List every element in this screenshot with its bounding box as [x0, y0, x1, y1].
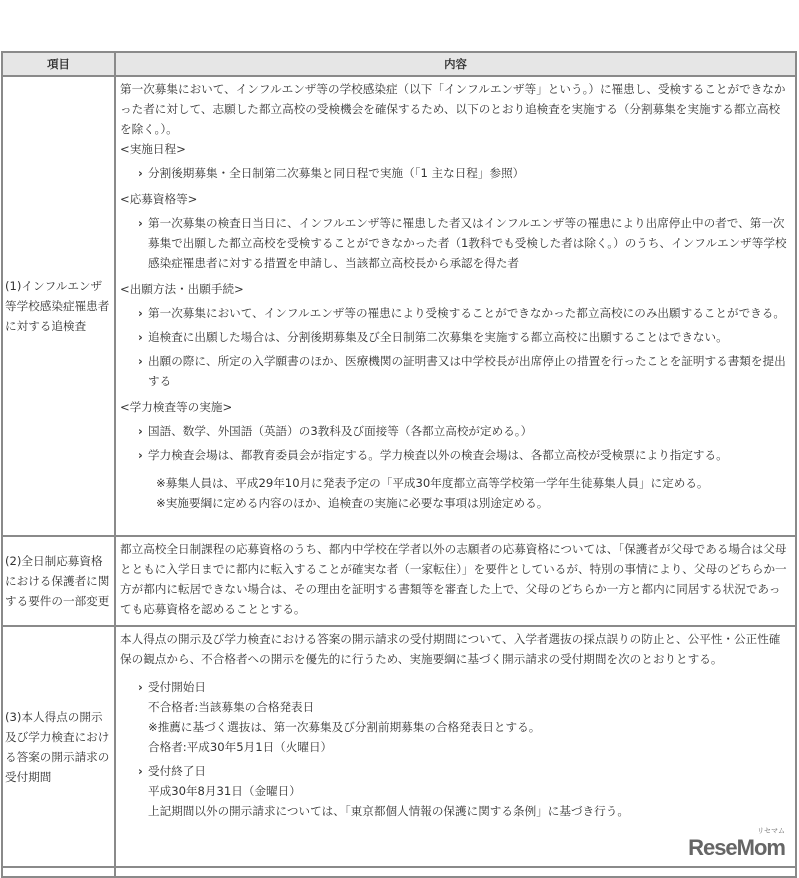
row-content	[115, 536, 796, 626]
intro-text: 第一次募集において、インフルエンザ等の学校感染症（以下「インフルエンザ等」という。）に罹患し、受検することができなかった者に対して、志願した都立高校の受検機会を確保するため、以下のとおり追検査を実施する（分割募集を実施する都立高校を除く。）。	[120, 82, 786, 136]
note-text: ※実施要綱に定める内容のほか、追検査の実施に必要な事項は別途定める。	[156, 496, 549, 510]
notes	[156, 473, 791, 513]
list-item	[148, 761, 791, 821]
bullet-list	[120, 421, 791, 465]
list-item: › 第一次募集において、インフルエンザ等の罹患により受検することができなかった都立高校にのみ出願することができる。	[148, 303, 791, 323]
bullet-list	[120, 213, 791, 273]
intro-text: 本人得点の開示及び学力検査における答案の開示請求の受付期間について、入学者選抜の採点誤りの防止と、公平性・公正性確保の観点から、不合格者への開示を優先的に行うため、実施要綱に基づく開示請求の受付期間を次のとおりとする。	[120, 632, 781, 666]
item-line: ※推薦に基づく選抜は、第一次募集及び分割前期募集の合格発表日とする。	[148, 720, 541, 734]
row-content-empty	[115, 867, 796, 877]
bullet-list	[120, 677, 791, 821]
item-title: › 受付開始日	[148, 680, 206, 694]
header-content: 内容	[115, 52, 796, 76]
item-line: 上記期間以外の開示請求については、「東京都個人情報の保護に関する条例」に基づき行う。	[148, 804, 629, 818]
resemom-watermark-logo	[120, 827, 785, 860]
bullet-list	[120, 303, 791, 391]
watermark-text: ReseMom	[688, 835, 785, 860]
row-label: (2)全日制応募資格における保護者に関する要件の一部変更	[2, 536, 115, 626]
list-item	[148, 677, 791, 757]
section-heading: <実施日程>	[120, 142, 186, 156]
section-heading: <出願方法・出願手続>	[120, 282, 244, 296]
table-row	[2, 536, 796, 626]
watermark-small: リセマム	[757, 828, 785, 835]
header-item: 項目	[2, 52, 115, 76]
item-line: 不合格者:当該募集の合格発表日	[148, 700, 315, 714]
item-title: › 受付終了日	[148, 764, 206, 778]
list-item: › 追検査に出願した場合は、分割後期募集及び全日制第二次募集を実施する都立高校に出願することはできない。	[148, 327, 791, 347]
intro-text: 都立高校全日制課程の応募資格のうち、都内中学校在学者以外の志願者の応募資格については、「保護者が父母である場合は父母とともに入学日までに都内に転入することが確実な者（一家転住）」を要件としているが、特別の事情により、父母のどちらか一方が都内に転居できない場合は、その理由を証明する書類等を審査した上で、父母のどちらか一方と都内に同居する状況であっても応募資格を認めることとする。	[120, 542, 787, 616]
row-content	[115, 626, 796, 867]
row-content	[115, 76, 796, 536]
exam-changes-table	[1, 51, 797, 878]
table-row-partial	[2, 867, 796, 877]
row-label: (3)本人得点の開示及び学力検査における答案の開示請求の受付期間	[2, 626, 115, 867]
table-row	[2, 76, 796, 536]
table-row	[2, 626, 796, 867]
list-item: › 学力検査会場は、都教育委員会が指定する。学力検査以外の検査会場は、各都立高校が受検票により指定する。	[148, 445, 791, 465]
bullet-list	[120, 163, 791, 183]
row-label-empty	[2, 867, 115, 877]
section-heading: <応募資格等>	[120, 192, 198, 206]
list-item: › 出願の際に、所定の入学願書のほか、医療機関の証明書又は中学校長が出席停止の措置を行ったことを証明する書類を提出する	[148, 351, 791, 391]
list-item: › 分割後期募集・全日制第二次募集と同日程で実施（「1 主な日程」参照）	[148, 163, 791, 183]
list-item: › 国語、数学、外国語（英語）の3教科及び面接等（各都立高校が定める。）	[148, 421, 791, 441]
section-heading: <学力検査等の実施>	[120, 400, 233, 414]
item-line: 合格者:平成30年5月1日（火曜日）	[148, 740, 333, 754]
list-item: › 第一次募集の検査日当日に、インフルエンザ等に罹患した者又はインフルエンザ等の罹患により出席停止中の者で、第一次募集で出願した都立高校を受検することができなかった者（1教科でも受検した者は除く。）のうち、インフルエンザ等学校感染症罹患者に対する措置を申請し、当該都立高校長から承認を得た者	[148, 213, 791, 273]
row-label: (1)インフルエンザ等学校感染症罹患者に対する追検査	[2, 76, 115, 536]
item-line: 平成30年8月31日（金曜日）	[148, 784, 301, 798]
note-text: ※募集人員は、平成29年10月に発表予定の「平成30年度都立高等学校第一学年生徒募集人員」に定める。	[156, 476, 709, 490]
table-header-row	[2, 52, 796, 76]
